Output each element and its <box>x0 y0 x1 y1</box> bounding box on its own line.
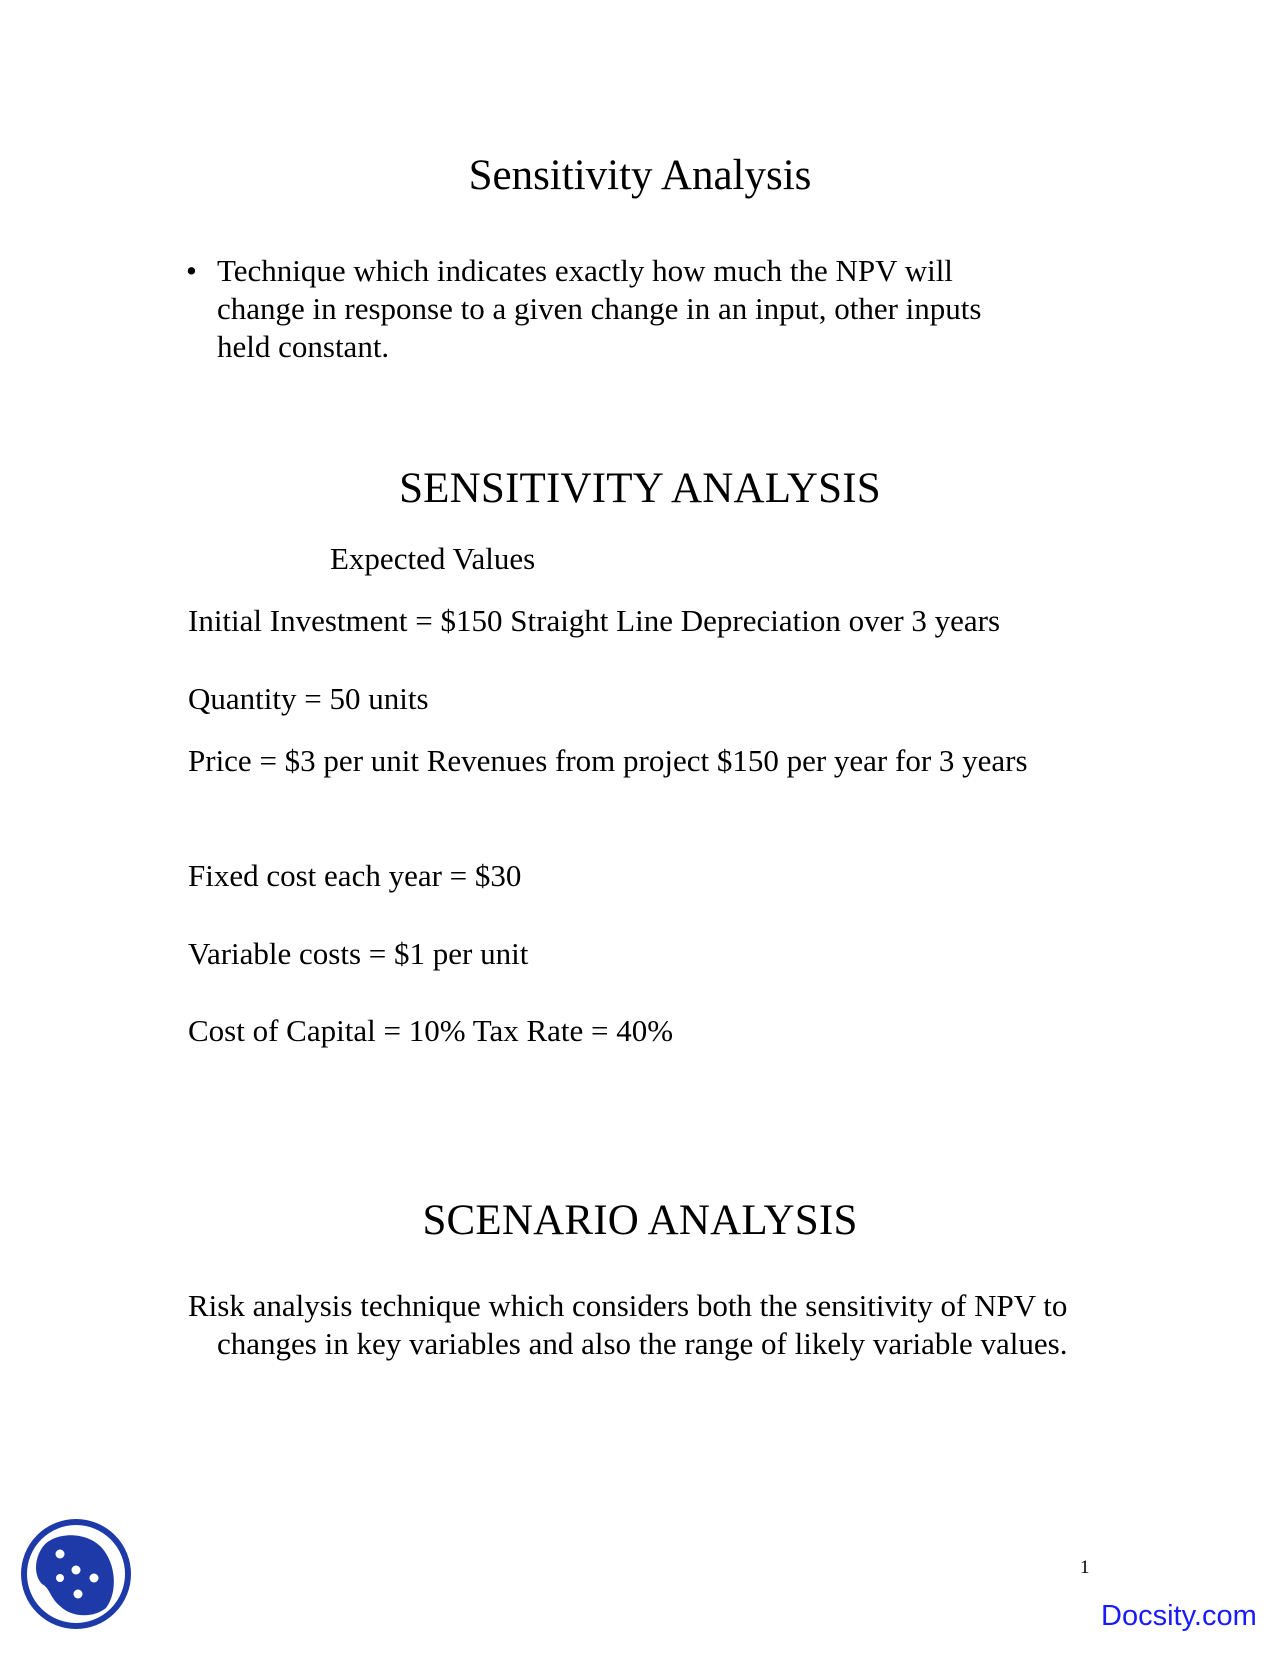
docsity-brand-link[interactable]: Docsity.com <box>1101 1600 1257 1632</box>
initial-investment-line: Initial Investment = $150 Straight Line Depreciation over 3 years <box>188 603 1001 638</box>
bullet-line: change in response to a given change in an input, other inputs <box>217 291 982 326</box>
docsity-logo-icon[interactable] <box>20 1518 132 1630</box>
fixed-cost-line: Fixed cost each year = $30 <box>188 858 522 893</box>
quantity-line: Quantity = 50 units <box>188 681 429 716</box>
price-line: Price = $3 per unit Revenues from project $150 per year for 3 years <box>188 743 1028 778</box>
cost-of-capital-line: Cost of Capital = 10% Tax Rate = 40% <box>188 1013 674 1048</box>
bullet-text <box>217 252 1077 366</box>
expected-values-heading: Expected Values <box>330 541 536 576</box>
title-scenario-analysis: SCENARIO ANALYSIS <box>422 1197 858 1244</box>
scenario-description: Risk analysis technique which considers both the sensitivity of NPV to changes in key variables and also the range of likely variable values. <box>188 1288 1068 1361</box>
title-sensitivity-analysis: Sensitivity Analysis <box>468 152 812 199</box>
bullet-symbol: • <box>186 253 197 288</box>
bullet-line: Technique which indicates exactly how much the NPV will <box>217 253 953 288</box>
bullet-line: held constant. <box>217 329 390 364</box>
variable-cost-line: Variable costs = $1 per unit <box>188 936 529 971</box>
page-number: 1 <box>1080 1557 1090 1578</box>
title-sensitivity-analysis-caps: SENSITIVITY ANALYSIS <box>399 465 881 512</box>
